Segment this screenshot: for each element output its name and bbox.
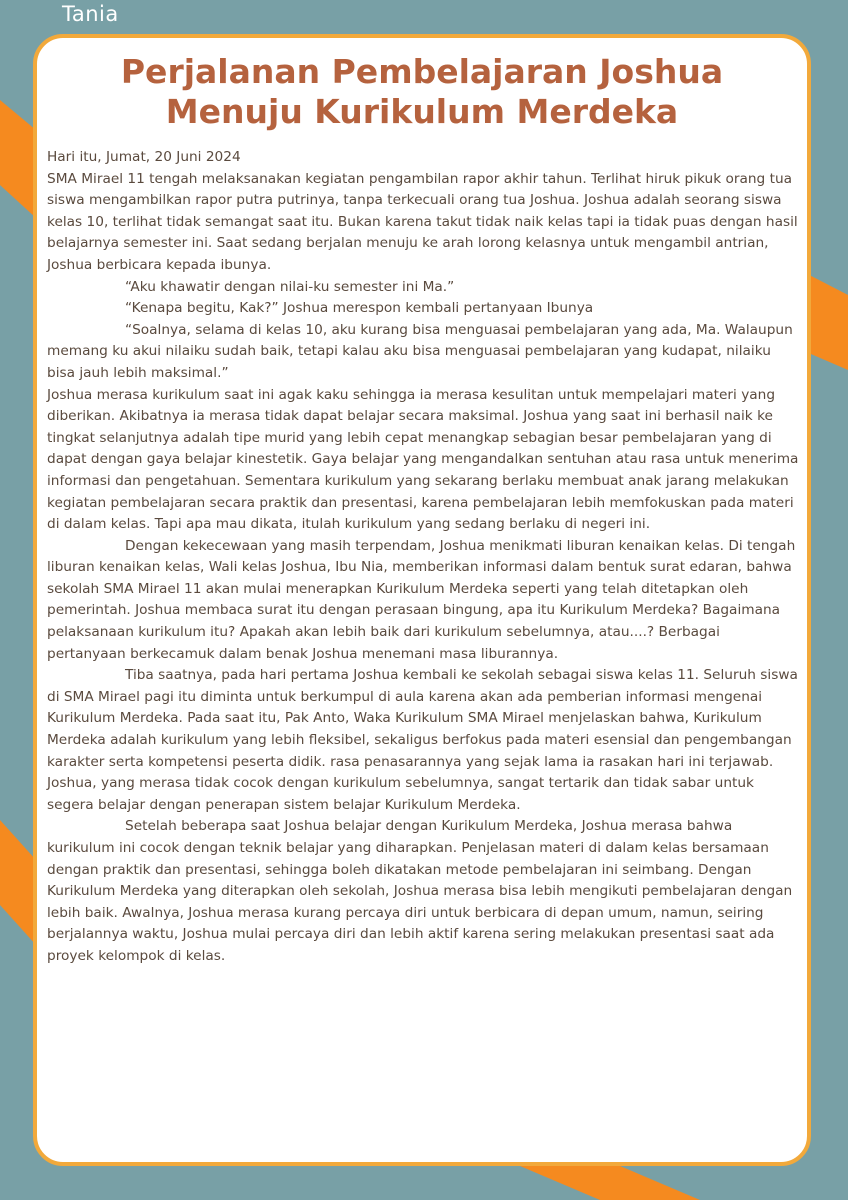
story-paragraph: SMA Mirael 11 tengah melaksanakan kegiatan pengambilan rapor akhir tahun. Terlihat hiruk pikuk orang tua siswa mengambilkan rapor putra putrinya, tanpa terkecuali orang tua Joshua. Joshua adalah seorang siswa kelas 10, terlihat tidak semangat saat itu. Bukan karena takut tidak naik kelas tapi ia tidak puas dengan hasil belajarnya semester ini. Saat sedang berjalan menuju ke arah lorong kelasnya untuk mengambil antrian, Joshua berbicara kepada ibunya. xyxy=(47,170,798,273)
story-paragraph: Dengan kekecewaan yang masih terpendam, Joshua menikmati liburan kenaikan kelas. Di tengah liburan kenaikan kelas, Wali kelas Joshua, Ibu Nia, memberikan informasi dalam bentuk surat edaran, bahwa sekolah SMA Mirael 11 akan mulai menerapkan Kurikulum Merdeka seperti yang telah ditetapkan oleh pemerintah. Joshua membaca surat itu dengan perasaan bingung, apa itu Kurikulum Merdeka? Bagaimana pelaksanaan kurikulum itu? Apakah akan lebih baik dari kurikulum sebelumnya, atau....? Berbagai pertanyaan berkecamuk dalam benak Joshua menemani masa liburannya. xyxy=(47,537,796,662)
story-paragraph: “Kenapa begitu, Kak?” Joshua merespon kembali pertanyaan Ibunya xyxy=(125,300,594,317)
title-line-1: Perjalanan Pembelajaran Joshua xyxy=(120,52,724,91)
story-body xyxy=(47,147,799,968)
story-paragraph: “Soalnya, selama di kelas 10, aku kurang bisa menguasai pembelajaran yang ada, Ma. Walaupun memang ku akui nilaiku sudah baik, tetapi kalau aku bisa menguasai pembelajaran yang kudapat, nilaiku bisa jauh lebih maksimal.” xyxy=(47,321,793,381)
story-paragraph: Joshua merasa kurikulum saat ini agak kaku sehingga ia merasa kesulitan untuk mempelajari materi yang diberikan. Akibatnya ia merasa tidak dapat belajar secara maksimal. Joshua yang saat ini berhasil naik ke tingkat selanjutnya adalah tipe murid yang lebih cepat menangkap sebagian besar pembelajaran yang di dapat dengan gaya belajar kinestetik. Gaya belajar yang mengandalkan sentuhan atau rasa untuk menerima informasi dan pengetahuan. Sementara kurikulum yang sekarang berlaku membuat anak jarang melakukan kegiatan pembelajaran secara praktik dan presentasi, karena pembelajaran lebih memfokuskan pada materi di dalam kelas. Tapi apa mau dikata, itulah kurikulum yang sedang berlaku di negeri ini. xyxy=(47,386,799,533)
author-name: Tania xyxy=(62,2,119,26)
title-line-2: Menuju Kurikulum Merdeka xyxy=(165,92,679,131)
story-paragraph: Setelah beberapa saat Joshua belajar dengan Kurikulum Merdeka, Joshua merasa bahwa kurikulum ini cocok dengan teknik belajar yang diharapkan. Penjelasan materi di dalam kelas bersamaan dengan praktik dan presentasi, sehingga boleh dikatakan metode pembelajaran ini seimbang. Dengan Kurikulum Merdeka yang diterapkan oleh sekolah, Joshua merasa bisa lebih mengikuti pembelajaran dengan lebih baik. Awalnya, Joshua merasa kurang percaya diri untuk berbicara di depan umum, namun, seiring berjalannya waktu, Joshua mulai percaya diri dan lebih aktif karena sering melakukan presentasi saat ada proyek kelompok di kelas. xyxy=(47,818,793,964)
story-title xyxy=(33,52,811,132)
story-paragraph: “Aku khawatir dengan nilai-ku semester ini Ma.” xyxy=(125,278,455,295)
orange-stripe-bottom xyxy=(520,1166,700,1200)
story-paragraph: Hari itu, Jumat, 20 Juni 2024 xyxy=(47,149,241,165)
story-paragraph: Tiba saatnya, pada hari pertama Joshua kembali ke sekolah sebagai siswa kelas 11. Seluruh siswa di SMA Mirael pagi itu diminta untuk berkumpul di aula karena akan ada pemberian informasi mengenai Kurikulum Merdeka. Pada saat itu, Pak Anto, Waka Kurikulum SMA Mirael menjelaskan bahwa, Kurikulum Merdeka adalah kurikulum yang lebih fleksibel, sekaligus berfokus pada materi esensial dan pengembangan karakter serta kompetensi peserta didik. rasa penasarannya yang sejak lama ia rasakan hari ini terjawab. Joshua, yang merasa tidak cocok dengan kurikulum sebelumnya, sangat tertarik dan tidak sabar untuk segera belajar dengan penerapan sistem belajar Kurikulum Merdeka. xyxy=(47,667,798,813)
